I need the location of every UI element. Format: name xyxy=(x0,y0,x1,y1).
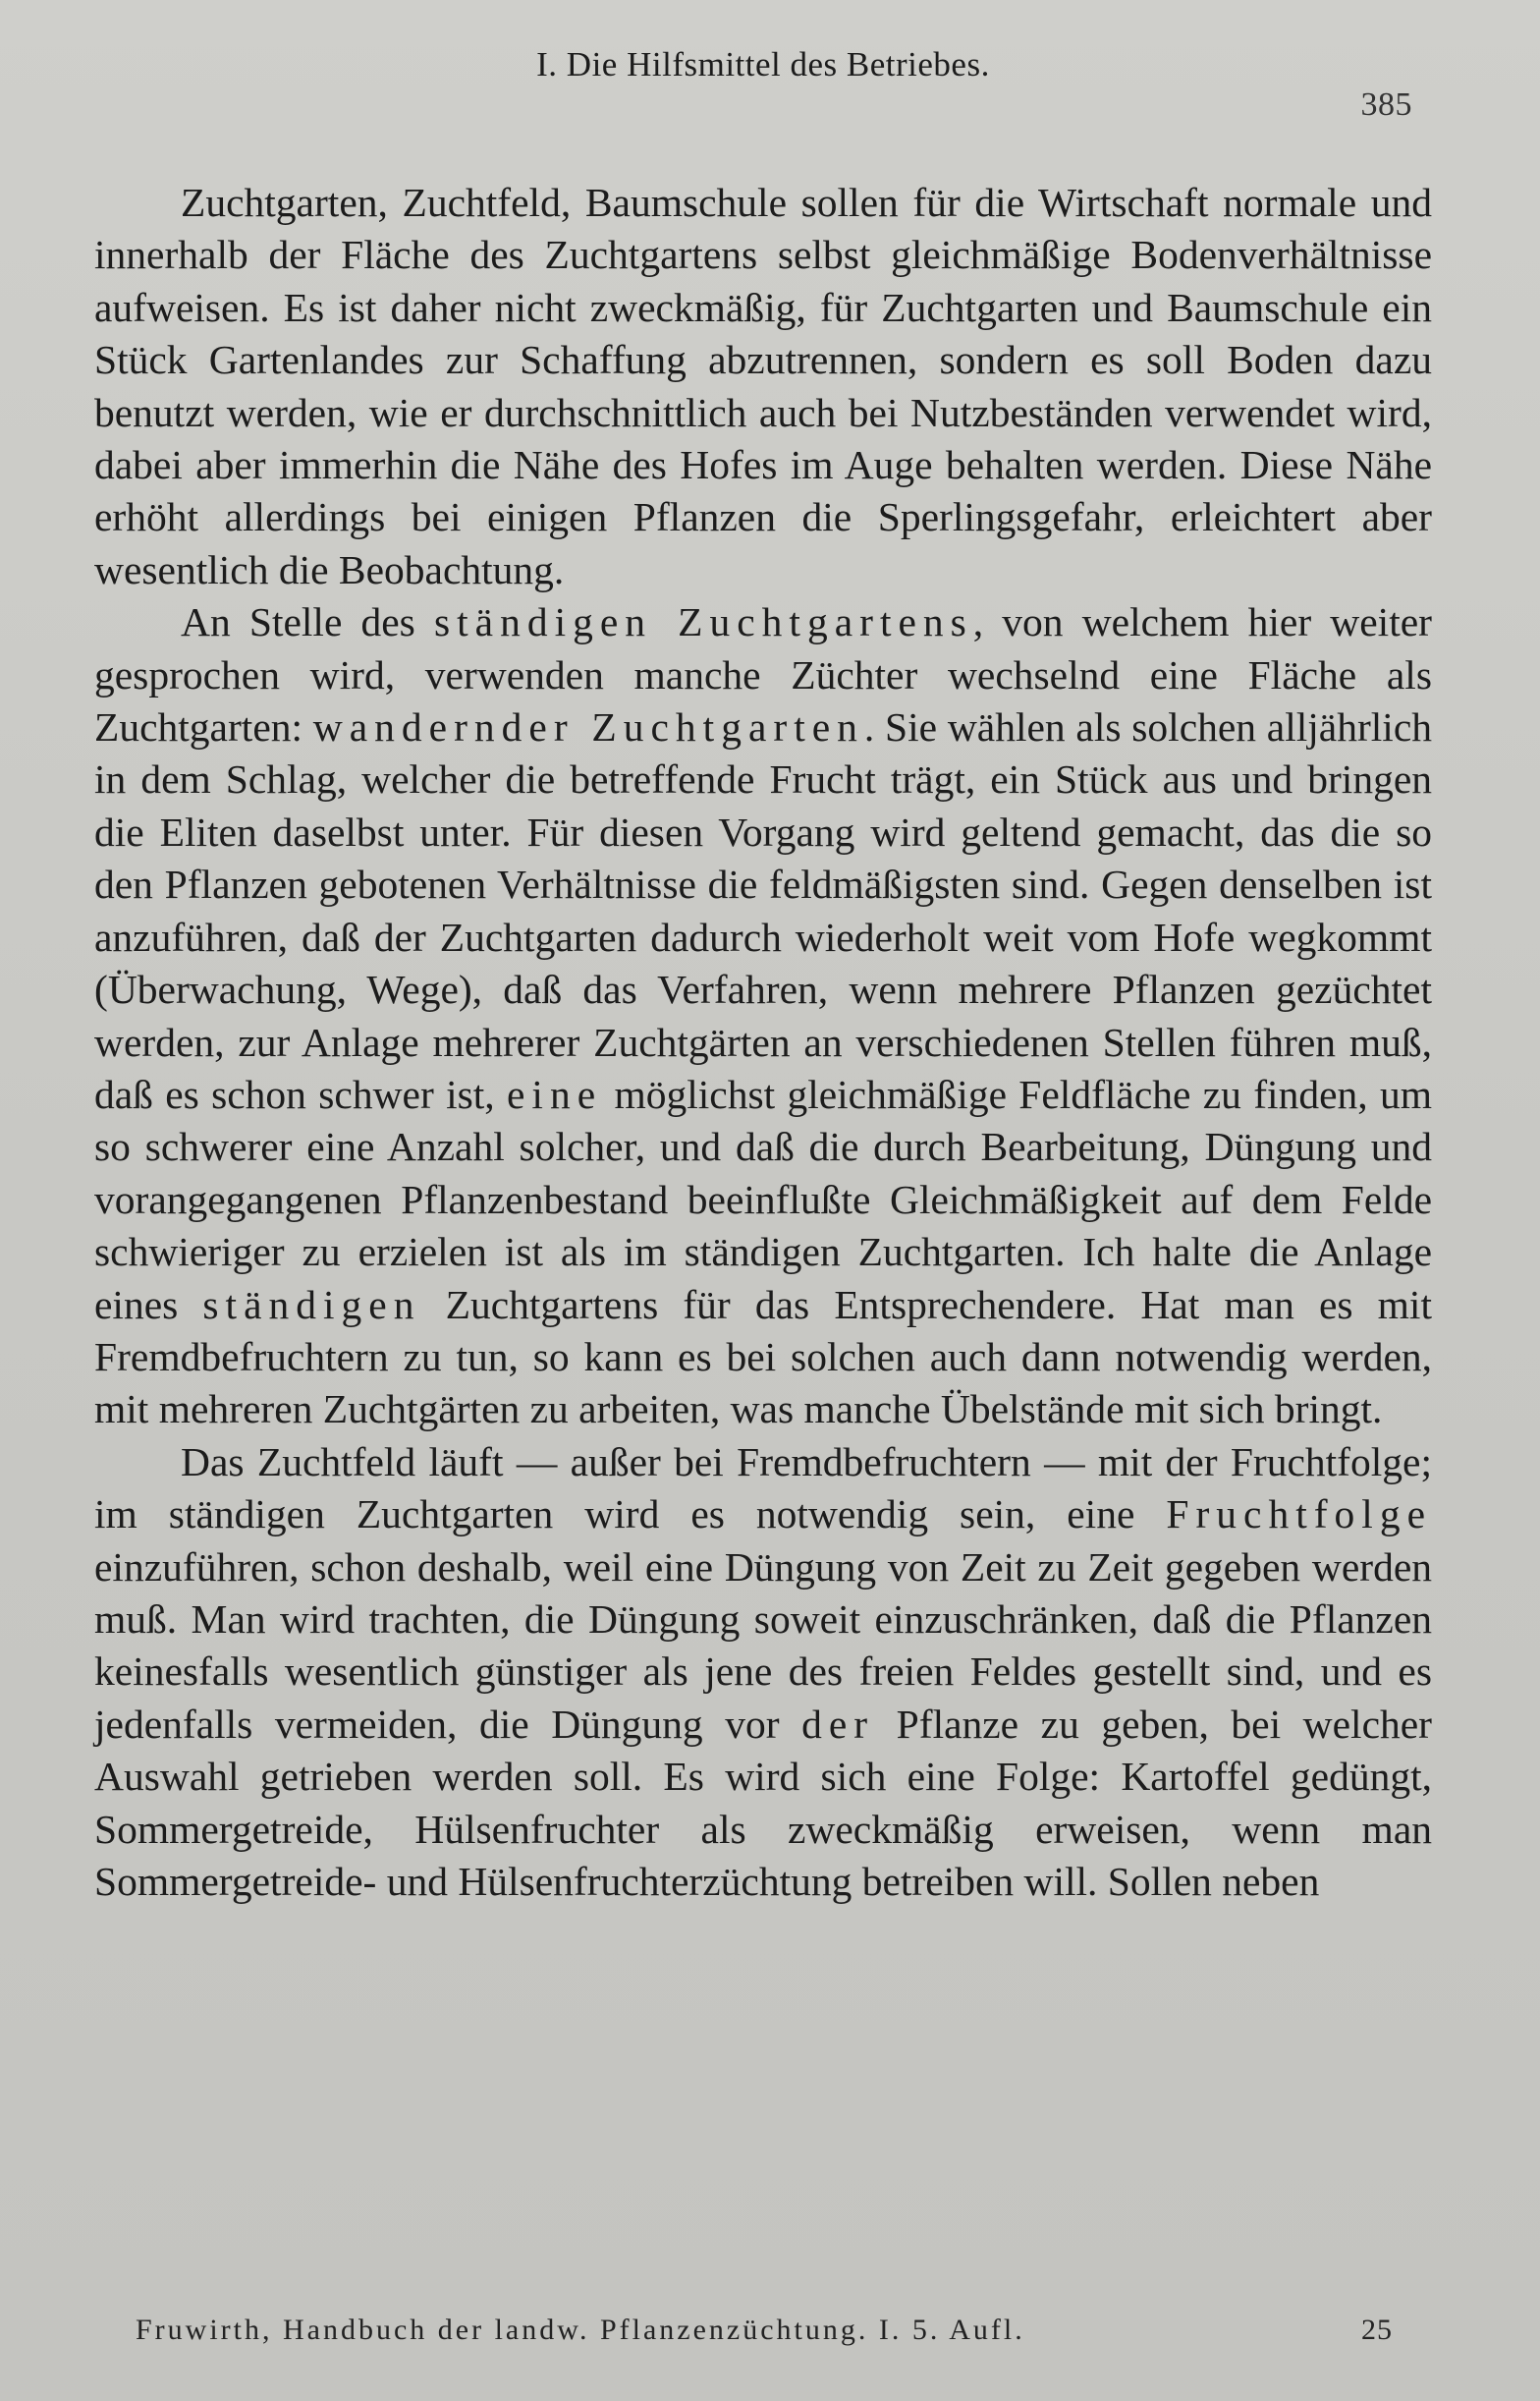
spaced-emphasis: eine xyxy=(507,1071,603,1117)
sheet-number: 25 xyxy=(1361,2314,1393,2346)
text-run: einzuführen, schon deshalb, weil eine Düngung von Zeit zu Zeit gegeben werden muß. Man wird trachten, die Düngung soweit einzuschränken, daß die Pflanzen keinesfalls wesentlich günstiger als jene des freien Feldes gestellt sind, und es jedenfalls vermeiden, die Düngung vor xyxy=(94,1543,1432,1747)
text-run: Zuchtgartens für das Entsprechendere. Hat man es mit Fremdbefruchtern zu tun, so kann es bei solchen auch dann notwendig werden, mit mehreren Zuchtgärten zu arbeiten, was manche Übelstände mit sich bringt. xyxy=(94,1281,1432,1432)
body-text xyxy=(94,177,1432,1908)
text-run: möglichst gleichmäßige Feldfläche zu finden, um so schwerer eine Anzahl solcher, und daß die durch Bearbeitung, Düngung und vorangegangenen Pflanzenbestand beeinflußte Gleichmäßigkeit auf dem Felde schwieriger zu erzielen ist als im ständigen Zuchtgarten. Ich halte die Anlage eines xyxy=(94,1071,1432,1327)
running-head xyxy=(94,45,1432,123)
paragraph xyxy=(94,177,1432,596)
text-run: Das Zuchtfeld läuft — außer bei Fremdbefruchtern — mit der Fruchtfolge; im ständigen Zuchtgarten wird es notwendig sein, eine xyxy=(94,1438,1432,1537)
text-run: Zuchtgarten, Zuchtfeld, Baumschule sollen für die Wirtschaft normale und innerhalb der Fläche des Zuchtgartens selbst gleichmäßige Bodenverhältnisse aufweisen. Es ist daher nicht zweckmäßig, für Zuchtgarten und Baumschule ein Stück Gartenlandes zur Schaffung abzutrennen, sondern es soll Boden dazu benutzt werden, wie er durchschnittlich auch bei Nutzbeständen verwendet wird, dabei aber immerhin die Nähe des Hofes im Auge behalten werden. Diese Nähe erhöht allerdings bei einigen Pflanzen die Sperlingsgefahr, erleichtert aber wesentlich die Beobachtung. xyxy=(94,180,1432,592)
spaced-emphasis: ständigen xyxy=(202,1281,421,1327)
paragraph xyxy=(94,1436,1432,1909)
running-title: I. Die Hilfsmittel des Betriebes. xyxy=(536,45,990,84)
text-run: . Sie wählen als solchen alljährlich in dem Schlag, welcher die betreffende Frucht trägt, ein Stück aus und bringen die Eliten daselbst unter. Für diesen Vorgang wird geltend gemacht, das die so den Pflanzen gebotenen Verhältnisse die feldmäßigsten sind. Gegen denselben ist anzuführen, daß der Zuchtgarten dadurch wiederholt weit vom Hofe wegkommt (Überwachung, Wege), daß das Verfahren, wenn mehrere Pflanzen gezüchtet werden, zur Anlage mehrerer Zuchtgärten an verschiedenen Stellen führen muß, daß es schon schwer ist, xyxy=(94,704,1433,1117)
text-run: An Stelle des xyxy=(181,599,434,645)
spaced-emphasis: ständigen Zuchtgartens xyxy=(433,599,973,645)
paragraph xyxy=(94,596,1432,1436)
text-run: Pflanze zu geben, bei welcher Auswahl getrieben werden soll. Es wird sich eine Folge: Kartoffel gedüngt, Sommergetreide, Hülsenfruchter als zweckmäßig erweisen, wenn man Sommergetreide- und Hülsenfruchterzüchtung betreiben will. Sollen neben xyxy=(94,1701,1432,1904)
spaced-emphasis: der xyxy=(801,1701,875,1747)
spaced-emphasis: wandernder Zuchtgarten xyxy=(312,704,864,751)
text-run: , von welchem hier weiter gesprochen wird, verwenden manche Züchter wechselnd eine Fläche als Zuchtgarten: xyxy=(94,599,1432,751)
page-number: 385 xyxy=(1360,86,1412,123)
printer-signature: Fruwirth, Handbuch der landw. Pflanzenzüchtung. I. 5. Aufl. xyxy=(136,2314,1025,2346)
spaced-emphasis: Fruchtfolge xyxy=(1166,1491,1432,1537)
page-footer xyxy=(136,2314,1393,2347)
